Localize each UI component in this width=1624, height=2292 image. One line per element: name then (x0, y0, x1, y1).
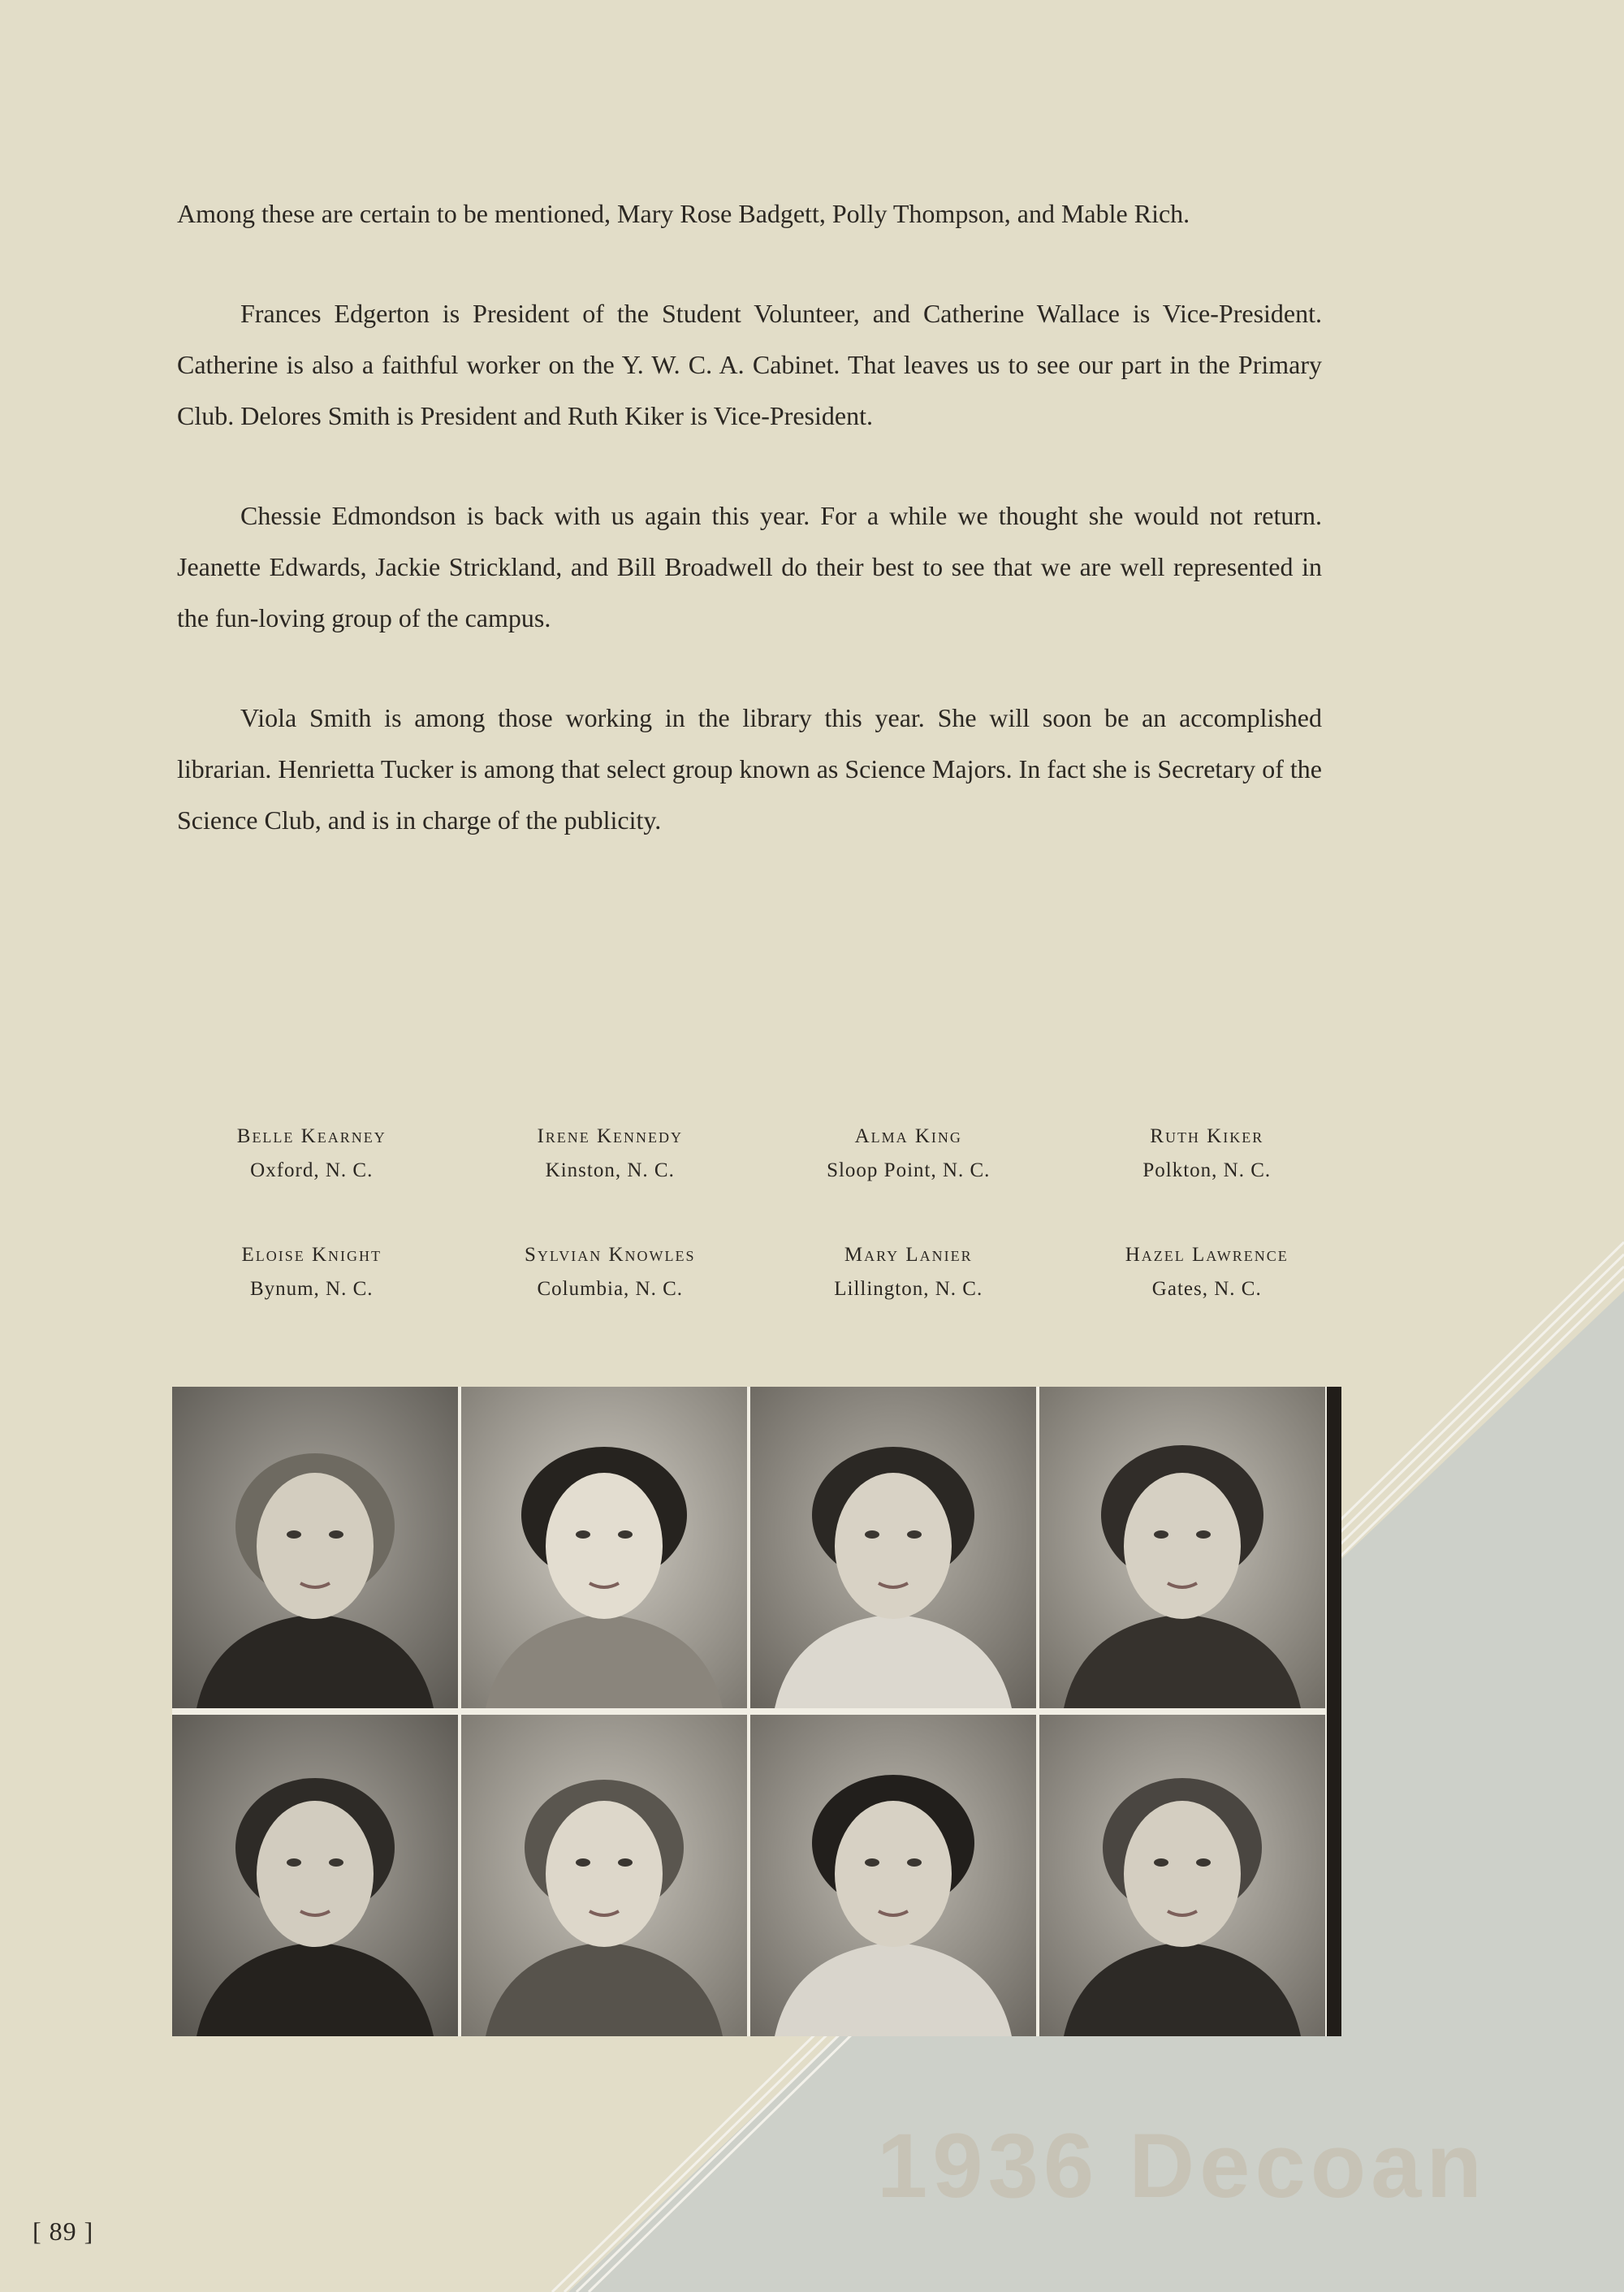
caption (1058, 1120, 1357, 1189)
hometown: Gates, N. C. (1151, 1278, 1262, 1300)
hometown: Bynum, N. C. (249, 1278, 374, 1300)
paragraph: Frances Edgerton is President of the Student Volunteer, and Catherine Wallace is Vice-President. Catherine is also a faithful worker on the Y. W. C. A. Cabinet. That leaves us to see our part in the Primary Club. Delores Smith is President and Ruth Kiker is Vice-President. (177, 299, 1322, 430)
page-number: [ 89 ] (32, 2216, 94, 2246)
student-name: Alma King (854, 1125, 962, 1147)
masthead-text: 1936 Decoan (877, 2115, 1487, 2216)
student-name: Mary Lanier (844, 1244, 973, 1266)
hometown: Lillington, N. C. (834, 1278, 983, 1300)
caption (461, 1120, 760, 1189)
hometown: Columbia, N. C. (537, 1278, 684, 1300)
caption-row (162, 1120, 1356, 1189)
portrait-photo (172, 1387, 458, 1708)
hometown: Kinston, N. C. (545, 1159, 675, 1181)
student-name: Sylvian Knowles (524, 1244, 696, 1266)
portrait-photo (1039, 1715, 1325, 2036)
student-name: Eloise Knight (241, 1244, 382, 1266)
caption (461, 1239, 760, 1307)
student-name: Irene Kennedy (537, 1125, 684, 1147)
student-name: Belle Kearney (236, 1125, 387, 1147)
portrait-grid (172, 1387, 1341, 2036)
portrait-photo (461, 1387, 747, 1708)
caption-row (162, 1239, 1356, 1307)
student-name: Ruth Kiker (1150, 1125, 1264, 1147)
portrait-captions (162, 1120, 1356, 1358)
portrait-photo (172, 1715, 458, 2036)
caption (162, 1239, 461, 1307)
masthead-wordmark (877, 2109, 1494, 2231)
portrait-photo (461, 1715, 747, 2036)
article-text (177, 188, 1322, 895)
paragraph: Among these are certain to be mentioned, Mary Rose Badgett, Polly Thompson, and Mable Rich. (177, 199, 1190, 228)
caption (162, 1120, 461, 1189)
caption (1058, 1239, 1357, 1307)
photo-edge-bar (1327, 1387, 1341, 2036)
caption (759, 1120, 1058, 1189)
portrait-photo (1039, 1387, 1325, 1708)
portrait-photo (750, 1387, 1036, 1708)
paragraph: Chessie Edmondson is back with us again this year. For a while we thought she would not return. Jeanette Edwards, Jackie Strickland, and Bill Broadwell do their best to see that we are well represented in the fun-loving group of the campus. (177, 501, 1322, 632)
hometown: Sloop Point, N. C. (827, 1159, 991, 1181)
hometown: Oxford, N. C. (250, 1159, 374, 1181)
hometown: Polkton, N. C. (1142, 1159, 1272, 1181)
portrait-photo (750, 1715, 1036, 2036)
paragraph: Viola Smith is among those working in the library this year. She will soon be an accomplished librarian. Henrietta Tucker is among that select group known as Science Majors. In fact she is Secretary of the Science Club, and is in charge of the publicity. (177, 703, 1322, 835)
caption (759, 1239, 1058, 1307)
student-name: Hazel Lawrence (1125, 1244, 1289, 1266)
